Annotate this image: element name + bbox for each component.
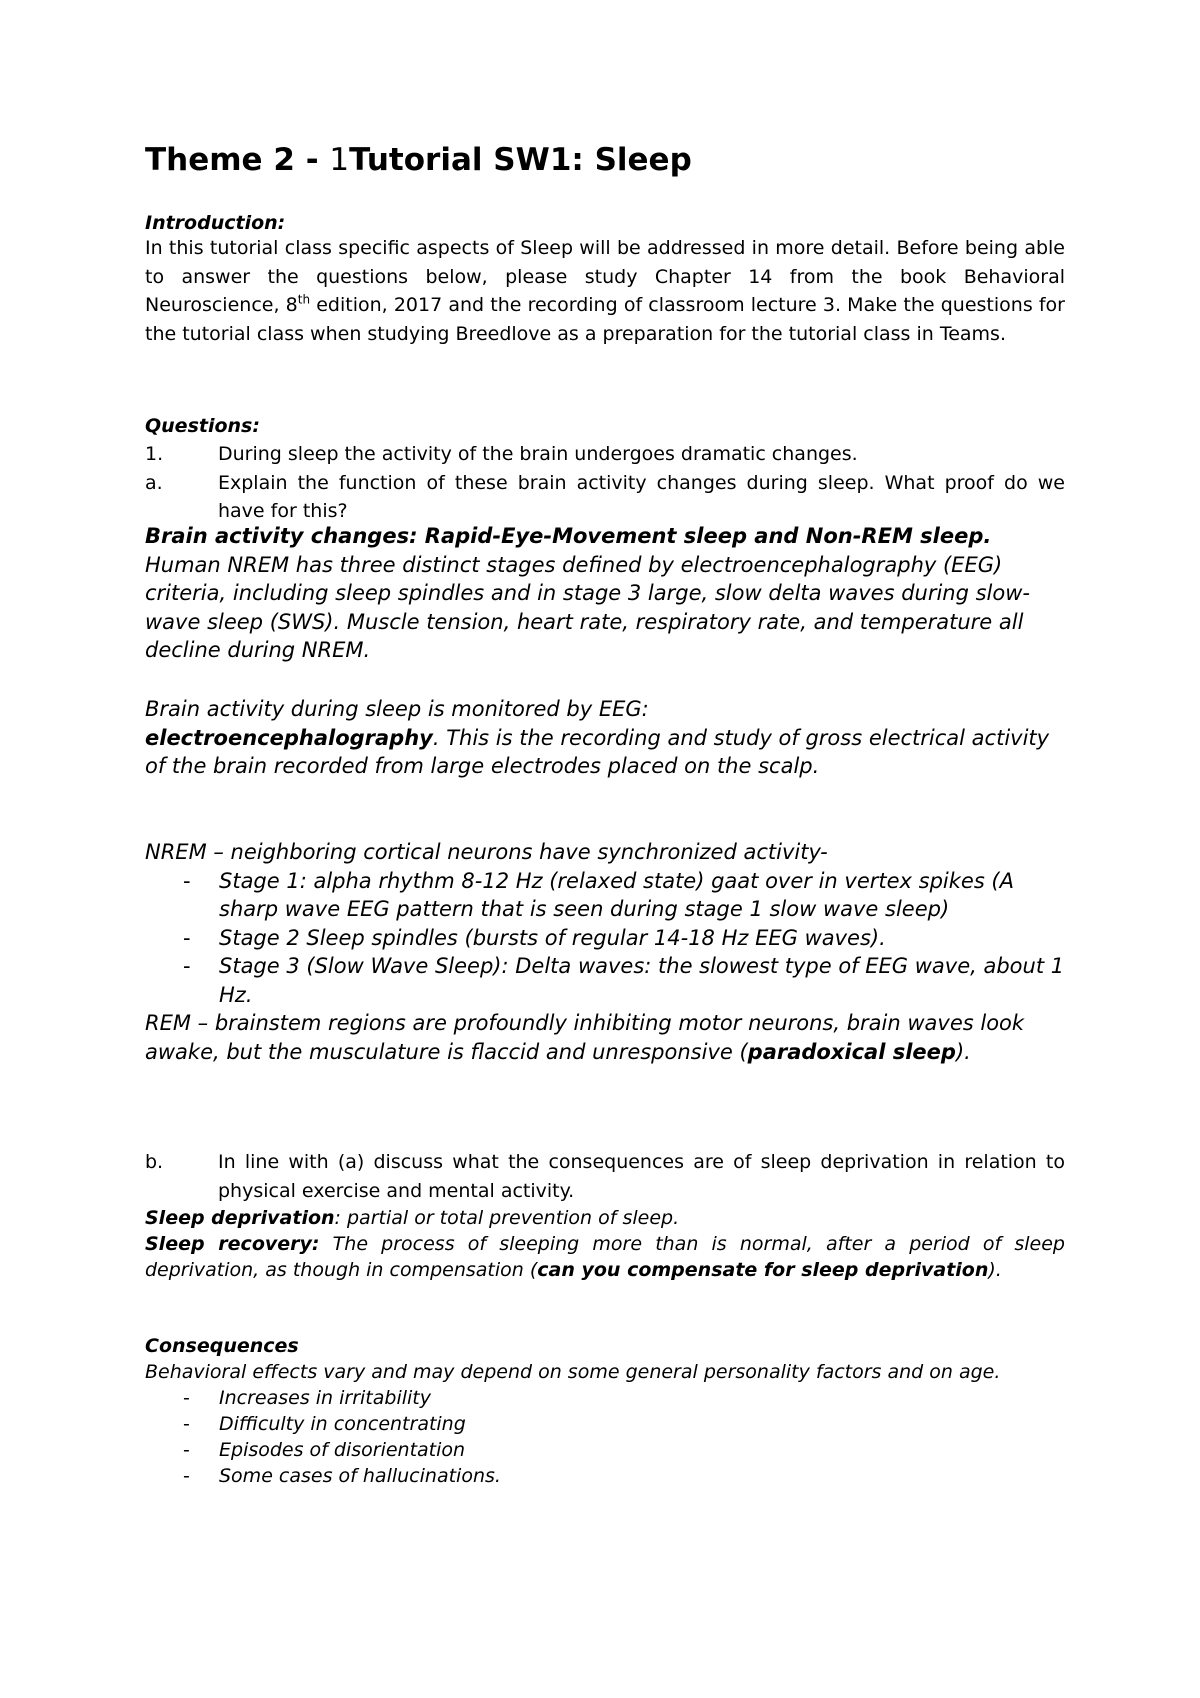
consequences-heading: Consequences [145,1335,299,1357]
nrem-heading: NREM – neighboring cortical neurons have synchronized activity- [145,840,828,864]
dash-bullet: - [183,1465,190,1487]
nrem-stage-item [145,867,1065,924]
questions-list [145,440,1065,526]
intro-text-part2: edition, 2017 and the recording of classroom lecture 3. Make the questions for the tutorial class when studying Breedlove as a preparation for the tutorial class in Teams. [145,294,1065,345]
answer-brain-activity [145,522,1065,665]
deprivation-def: : partial or total prevention of sleep. [334,1207,680,1229]
sleep-deprivation-definition [145,1205,1065,1231]
title-number: 1 [329,142,350,178]
consequence-text: Episodes of disorientation [219,1439,466,1461]
rem-text: REM – brainstem regions are profoundly inhibiting motor neurons, brain waves look awake, but the musculature is flaccid and unresponsive ( [145,1011,1025,1064]
consequence-text: Some cases of hallucinations. [219,1465,501,1487]
question-item [145,1148,1065,1205]
question-item [145,469,1065,526]
question-marker: b. [145,1151,164,1173]
question-text: In line with (a) discuss what the consequences are of sleep deprivation in relation to physical exercise and mental activity. [218,1151,1065,1202]
consequences-intro: Behavioral effects vary and may depend on some general personality factors and on age. [145,1361,1001,1383]
dash-bullet: - [183,1413,190,1435]
title-main: Tutorial SW1: Sleep [349,142,692,178]
questions-label: Questions: [145,415,260,437]
introduction-text [145,234,1065,348]
answer-brain-activity-text [145,522,1065,665]
answer-heading: Brain activity changes: Rapid-Eye-Movement sleep and Non-REM sleep. [145,524,992,548]
question-marker: 1. [145,443,164,465]
consequence-item [145,1385,1065,1411]
question-b-section [145,1148,1065,1283]
title-prefix: Theme 2 - [145,142,330,178]
intro-text-part1: In this tutorial class specific aspects of Sleep will be addressed in more detail. Before being able to answer the questions below, please study Chapter 14 from the book Behavioral Neuroscience, 8 [145,237,1065,316]
introduction-label: Introduction: [145,212,286,234]
consequence-item [145,1463,1065,1489]
rem-end: ). [955,1039,971,1064]
question-item [145,440,1065,469]
dash-bullet: - [183,954,191,978]
consequences-section [145,1333,1065,1489]
deprivation-term: Sleep deprivation [145,1207,335,1229]
recovery-bold: can you compensate for sleep deprivation [537,1259,989,1281]
nrem-stage-text: Stage 1: alpha rhythm 8-12 Hz (relaxed state) gaat over in vertex spikes (A sharp wave EEG pattern that is seen during stage 1 slow wave sleep) [219,868,1014,921]
answer-nrem-rem [145,838,1065,1066]
nrem-stage-text: Stage 2 Sleep spindles (bursts of regular 14-18 Hz EEG waves). [219,925,886,950]
eeg-line1: Brain activity during sleep is monitored by EEG: [145,697,649,721]
rem-bold-term: paradoxical sleep [747,1039,956,1064]
dash-bullet: - [183,868,191,893]
nrem-stage-text: Stage 3 (Slow Wave Sleep): Delta waves: the slowest type of EEG wave, about 1 Hz. [219,954,1065,1007]
question-marker: a. [145,471,163,494]
eeg-term: electroencephalography [145,725,433,750]
consequences-list [145,1385,1065,1489]
answer-eeg [145,695,1065,781]
question-b-list [145,1148,1065,1205]
questions-section [145,412,1065,526]
introduction-section [145,212,1065,348]
nrem-stage-item [145,924,1065,953]
intro-superscript: th [297,292,311,307]
sleep-recovery-definition [145,1231,1065,1283]
recovery-term: Sleep recovery: [145,1233,320,1255]
rem-paragraph [145,1009,1065,1066]
answer-body: Human NREM has three distinct stages defined by electroencephalography (EEG) criteria, including sleep spindles and in stage 3 large, slow delta waves during slow-wave sleep (SWS). Muscle tension, heart rate, respiratory rate, and temperature all decline during NREM. [145,552,1030,662]
consequence-item [145,1411,1065,1437]
nrem-stages-list [145,867,1065,1010]
dash-bullet: - [183,1439,190,1461]
question-text: During sleep the activity of the brain undergoes dramatic changes. [218,443,858,465]
page-title [145,142,692,178]
consequence-item [145,1437,1065,1463]
eeg-definition: . This is the recording and study of gross electrical activity of the brain recorded from large electrodes placed on the scalp. [145,725,1050,778]
dash-bullet: - [183,925,191,950]
question-text: Explain the function of these brain activity changes during sleep. What proof do we have for this? [218,471,1065,522]
nrem-stage-item [145,952,1065,1009]
consequence-text: Difficulty in concentrating [219,1413,466,1435]
eeg-paragraph [145,695,1065,781]
recovery-end: ). [988,1259,1002,1281]
dash-bullet: - [183,1387,190,1409]
consequence-text: Increases in irritability [219,1387,431,1409]
recovery-def: The process of sleeping more than is normal, after a period of sleep deprivation, as though in compensation ( [145,1233,1065,1281]
